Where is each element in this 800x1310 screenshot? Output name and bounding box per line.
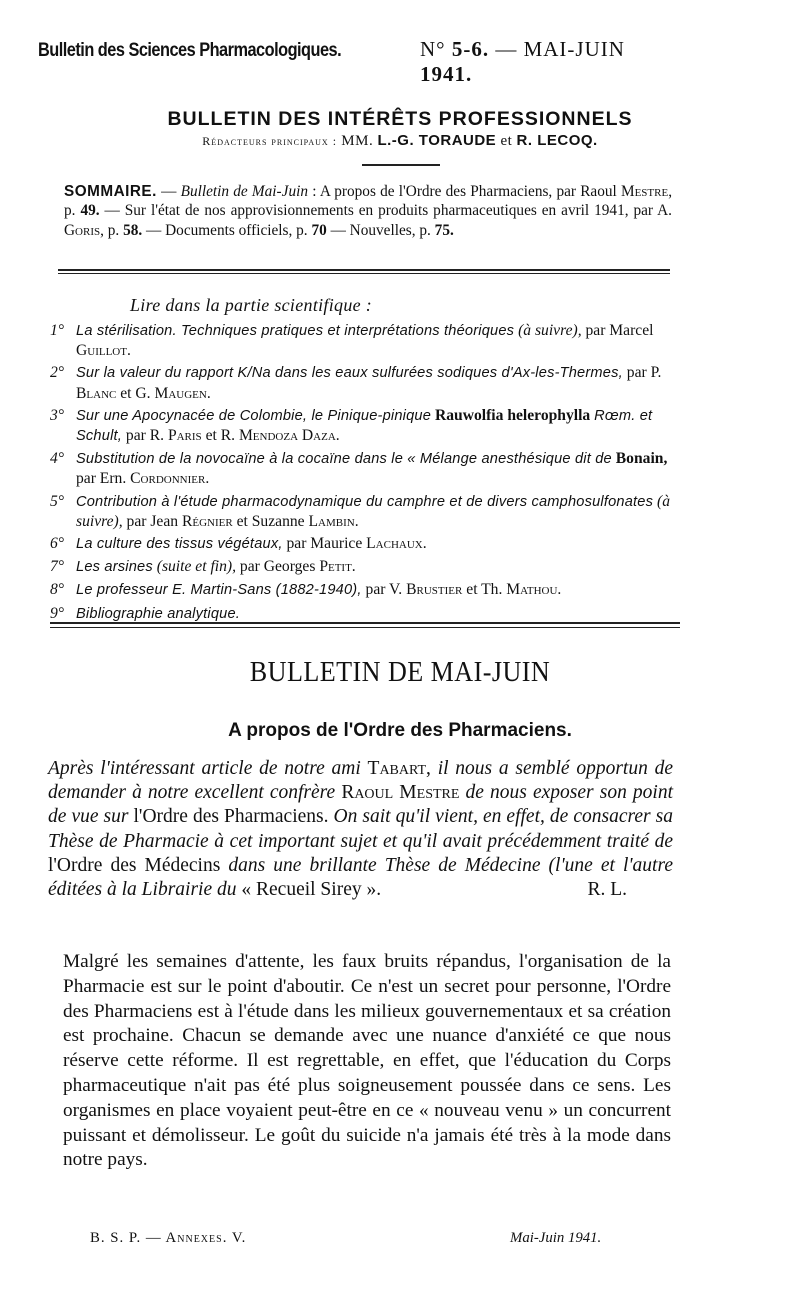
toc-item-title: Sur la valeur du rapport K/Na dans les eaux sulfurées sodiques d'Ax-les-Thermes, — [76, 365, 623, 382]
toc-item-by: par Ern. — [76, 470, 127, 488]
toc-item — [50, 604, 680, 624]
intro-text: Après l'intéressant article de notre ami — [48, 758, 361, 779]
section-divider-thin — [58, 273, 670, 274]
article-title: A propos de l'Ordre des Pharmaciens. — [228, 720, 572, 741]
toc-item-by: par Georges — [239, 558, 316, 576]
editors-label: Rédacteurs principaux : — [202, 134, 338, 148]
toc-item-title-cont: Rœm. et Schult, — [76, 407, 653, 445]
toc-item — [50, 492, 680, 531]
intro-name: Tabart, — [367, 758, 431, 779]
journal-title: Bulletin des Sciences Pharmacologiques. — [38, 40, 342, 61]
toc-item-number: 3° — [50, 406, 65, 424]
toc-item-number: 2° — [50, 364, 65, 382]
toc-item-author-2: Mathou. — [506, 581, 562, 599]
toc-item-by: par Maurice — [286, 535, 363, 553]
toc-item-author-2: Maugen. — [154, 384, 211, 402]
toc-item-and: et G. — [120, 384, 151, 402]
toc-item-title: La culture des tissus végétaux, — [76, 536, 283, 553]
banner-short-rule — [362, 164, 440, 166]
toc-item-title: Substitution de la novocaïne à la cocaïne dans le « Mélange anesthésique dit de — [76, 451, 612, 468]
summary-item-1-page-pre: , p. — [64, 183, 673, 220]
section-banner-title: BULLETIN DES INTÉRÊTS PROFESSIONNELS — [167, 108, 633, 130]
toc-item-author: Brustier — [406, 581, 463, 599]
issue-date: MAI-JUIN — [523, 37, 625, 61]
scientific-part-heading: Lire dans la partie scientifique : — [130, 295, 373, 315]
toc-item-note: (suite et fin), — [156, 558, 236, 576]
toc-item-by: par V. — [365, 581, 403, 599]
intro-text: dans une brillante Thèse de Médecine (l'une et l'autre éditées à la Librairie du — [48, 854, 673, 901]
summary-item-4: — Nouvelles, p. — [330, 221, 431, 239]
toc-item — [50, 557, 680, 577]
summary-dash: — — [161, 183, 177, 200]
editors-prefix: MM. — [341, 133, 374, 149]
toc-item — [50, 534, 680, 554]
summary-label: SOMMAIRE. — [64, 183, 157, 200]
toc-item-number: 5° — [50, 492, 65, 510]
scientific-contents-list — [50, 321, 680, 627]
toc-item-title: Contribution à l'étude pharmacodynamique du camphre et de divers camphosulfonates — [76, 493, 654, 510]
issue-number: 5-6. — [451, 37, 490, 61]
toc-item-note: (à suivre), — [76, 492, 671, 530]
toc-item-author: Cordonnier. — [130, 470, 210, 488]
toc-item-by: par R. — [125, 427, 165, 445]
toc-item — [50, 406, 680, 446]
summary-item-1-page: 49. — [80, 202, 100, 220]
toc-item-and: et Suzanne — [236, 512, 305, 530]
intro-name: l'Ordre des Médecins — [48, 854, 221, 876]
toc-item-number: 1° — [50, 322, 65, 339]
toc-item-author-2: Lambin. — [308, 512, 359, 530]
summary-item-2: — Sur l'état de nos approvisionnements en produits pharmaceutiques en avril 1941, par A. — [104, 202, 672, 220]
editorial-intro — [48, 757, 673, 902]
intro-name: « Recueil Sirey ». — [241, 879, 382, 901]
toc-item-title: Bibliographie analytique. — [76, 605, 241, 622]
toc-item-title: Le professeur E. Martin-Sans (1882-1940), — [76, 582, 362, 599]
toc-item-author: Régnier — [181, 512, 233, 530]
toc-item-title: Sur une Apocynacée de Colombie, le Pinique-pinique — [76, 407, 432, 424]
toc-item-number: 7° — [50, 558, 65, 576]
toc-item-number: 4° — [50, 450, 65, 468]
toc-item-bold: Rauwolfia helerophylla — [434, 406, 591, 424]
toc-item-author: Blanc — [76, 384, 117, 402]
toc-item-author-2: Mendoza Daza. — [238, 427, 340, 445]
toc-item-and: et R. — [205, 427, 236, 445]
toc-item-author: Paris — [167, 427, 202, 445]
toc-item — [50, 580, 680, 600]
summary — [64, 182, 672, 240]
footer-left: B. S. P. — Annexes. V. — [90, 1230, 247, 1246]
toc-item-author: Guillot. — [76, 342, 131, 360]
toc-item — [50, 321, 680, 360]
toc-item-number: 6° — [50, 535, 65, 553]
footer-right: Mai-Juin 1941. — [510, 1230, 602, 1246]
summary-item-2-page-pre: , p. — [100, 221, 120, 239]
intro-name: l'Ordre des Pharmaciens. — [133, 806, 329, 828]
editors-and: et — [500, 133, 513, 149]
toc-item-author: Lachaux. — [366, 535, 427, 553]
issue-year: 1941. — [420, 62, 473, 86]
toc-item-number: 9° — [50, 604, 65, 622]
summary-item-1-title: Bulletin de Mai-Juin — [180, 183, 308, 200]
issue-prefix: N° — [420, 37, 446, 61]
toc-item-by: par P. — [626, 364, 662, 382]
editors-line — [110, 132, 690, 150]
intro-text: de nous exposer son point de vue sur — [48, 782, 674, 828]
intro-signature: R. L. — [587, 879, 627, 901]
toc-item-and: et Th. — [466, 581, 503, 599]
bulletin-title: BULLETIN DE MAI-JUIN — [249, 656, 551, 688]
toc-item-by: par Marcel — [585, 322, 654, 339]
summary-item-1: : A propos de l'Ordre des Pharmaciens, par Raoul — [312, 183, 617, 200]
issue-info — [420, 37, 672, 87]
editor-1: L.-G. TORAUDE — [377, 132, 497, 149]
intro-text: On sait qu'il vient, en effet, de consacrer sa Thèse de Pharmacie à cet important sujet et qu'il avait précédemment traité de — [48, 806, 673, 852]
summary-item-1-author: Mestre — [620, 183, 669, 200]
toc-item-title: Les arsines — [76, 559, 153, 576]
toc-item-by: par Jean — [126, 512, 179, 530]
toc-item — [50, 363, 680, 402]
toc-item-title: La stérilisation. Techniques pratiques et interprétations théoriques — [76, 323, 515, 339]
intro-name: Raoul Mestre — [341, 782, 460, 804]
summary-item-3: — Documents officiels, p. — [146, 221, 308, 239]
summary-item-2-page: 58. — [123, 221, 143, 239]
editor-2: R. LECOQ. — [516, 132, 598, 149]
toc-item-author: Petit. — [319, 558, 356, 576]
toc-item — [50, 449, 680, 488]
intro-text: il nous a semblé opportun de demander à notre excellent confrère — [48, 758, 674, 804]
summary-item-4-page: 75. — [434, 221, 454, 239]
toc-item-number: 8° — [50, 581, 65, 599]
toc-item-bold: Bonain, — [615, 450, 668, 468]
issue-separator: — — [495, 37, 518, 61]
section-divider-thin — [50, 627, 680, 628]
section-divider — [50, 622, 680, 624]
toc-item-note: (à suivre), — [518, 322, 582, 339]
summary-item-3-page: 70 — [311, 221, 327, 239]
article-body-paragraph: Malgré les semaines d'attente, les faux bruits répandus, l'organisation de la Pharmacie est sur le point d'aboutir. Ce n'est un secret pour personne, l'Ordre des Pharmaciens est à l'étude dans les milieux gouvernementaux et sa création est prochaine. Chacun se demande avec une nuance d'anxiété ce que nous réserve cette réforme. Il est regrettable, en effet, que l'éducation du Corps pharmaceutique n'ait pas été plus soigneusement poussée dans ce sens. Les organismes en place voyaient peut-être en ce « nouveau venu » un concurrent puissant et démolisseur. Le goût du suicide n'a jamais été très à la mode dans notre pays. — [63, 951, 671, 1171]
summary-item-2-author: Goris — [64, 221, 101, 239]
section-divider — [58, 269, 670, 271]
